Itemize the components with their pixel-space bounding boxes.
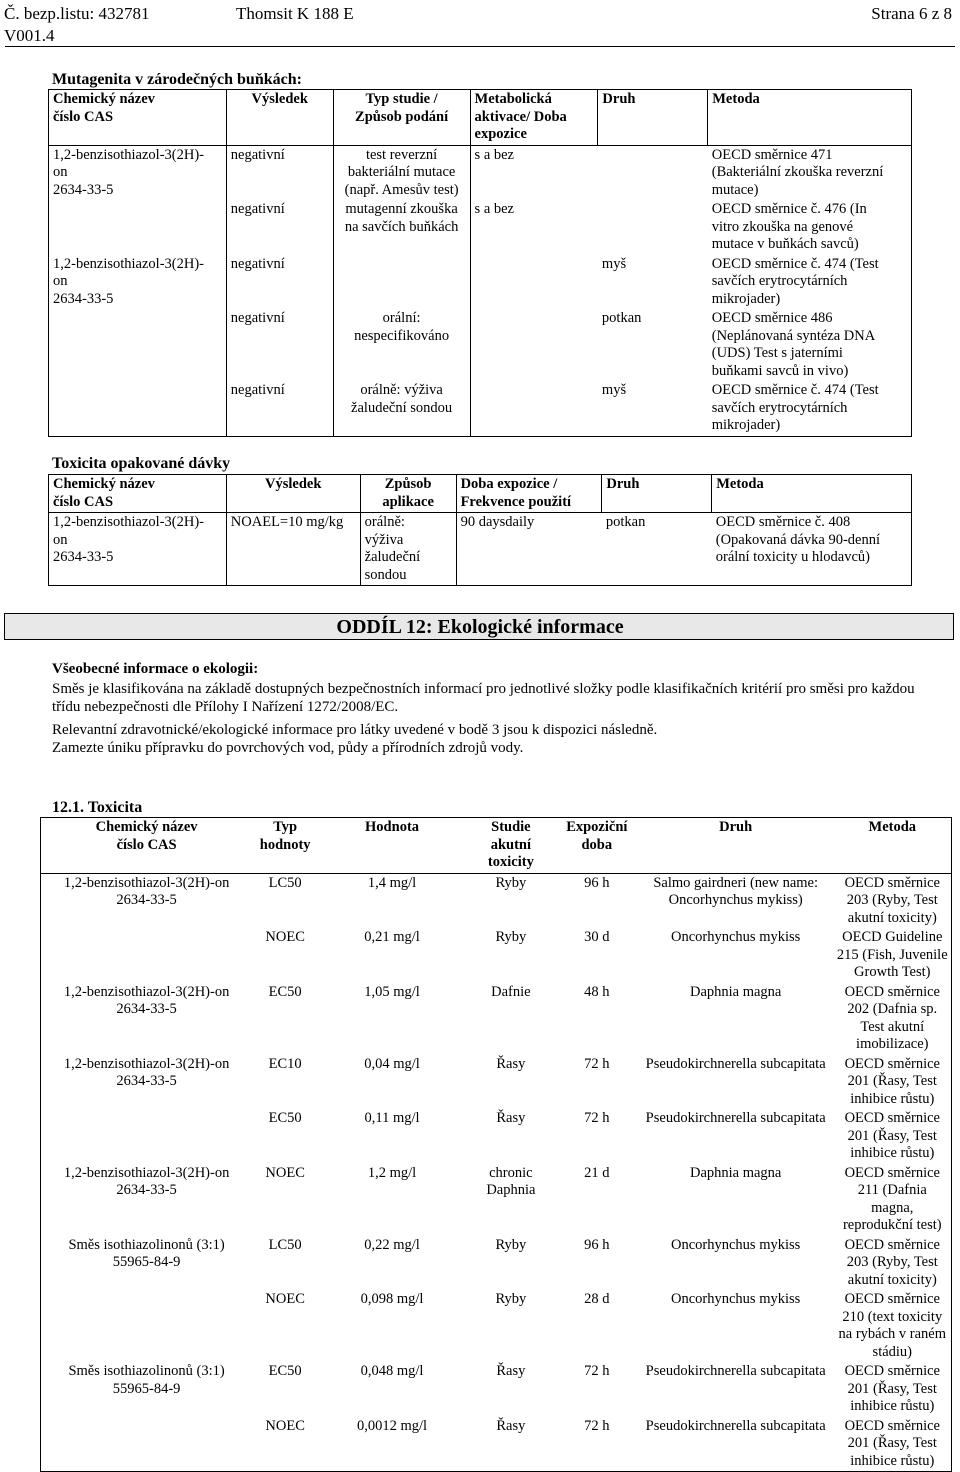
column-header: Metoda: [834, 818, 952, 874]
cell-study: chronic Daphnia: [486, 1164, 536, 1198]
column-header: Typ studie / Způsob podání: [333, 90, 470, 146]
cell-time: 72 h: [584, 1417, 610, 1434]
ecology-paragraph-3: Zamezte úniku přípravku do povrchových vod, půdy a přírodních zdrojů vody.: [52, 740, 524, 756]
cell-value: 0,22 mg/l: [364, 1236, 420, 1253]
table-header-row: [49, 475, 912, 513]
column-header: Druh: [602, 475, 712, 513]
cell-value: 0,04 mg/l: [364, 1055, 420, 1072]
table-row: [41, 1236, 952, 1291]
cell-method: OECD směrnice 202 (Dafnia sp. Test akutní imobilizace): [844, 983, 940, 1052]
cell-species: Daphnia magna: [689, 983, 782, 1000]
cell-value: 1,2 mg/l: [367, 1164, 417, 1181]
cell-type: mutagenní zkouška na savčích buňkách: [333, 200, 470, 255]
cell-type: NOEC: [265, 1164, 305, 1181]
cell-value: 0,048 mg/l: [360, 1363, 424, 1379]
column-header: Metoda: [712, 475, 912, 513]
column-header: Typ hodnoty: [252, 818, 318, 874]
table-header-row: [49, 90, 912, 146]
cell-type: LC50: [268, 874, 302, 891]
cell-study: Řasy: [496, 1110, 526, 1126]
cell-value: 0,0012 mg/l: [356, 1417, 428, 1434]
cell-time: 48 h: [584, 983, 610, 1000]
table-row: [49, 200, 912, 255]
sds-number: Č. bezp.listu: 432781: [4, 4, 150, 23]
product-name: Thomsit K 188 E: [236, 4, 354, 23]
cell-type: EC10: [268, 1055, 302, 1072]
cell-study: Řasy: [496, 1363, 526, 1379]
column-header: Chemický název číslo CAS: [49, 475, 227, 513]
cell-route: orálně: výživa žaludeční sondou: [360, 513, 456, 586]
column-header: Druh: [598, 90, 708, 146]
cell-result: negativní: [226, 381, 333, 436]
column-header: Hodnota: [318, 818, 466, 874]
cell-type: [333, 255, 470, 310]
ecology-paragraph-1: Směs je klasifikována na základě dostupných bezpečnostních informací pro jednotlivé složky podle klasifikačních kritérií pro směsi pro každou třídu nebezpečnosti dle Přílohy I Nařízení 1272/2008/EC.: [52, 681, 915, 715]
cell-type: orálně: výživa žaludeční sondou: [333, 381, 470, 436]
cell-species: myš: [601, 382, 627, 398]
cell-method: OECD směrnice č. 476 (In vitro zkouška na genové mutace v buňkách savců): [711, 201, 867, 252]
cell-name: 1,2-benzisothiazol-3(2H)- on 2634-33-5: [53, 255, 204, 307]
section-12-title: ODDÍL 12: Ekologické informace: [336, 616, 624, 638]
cell-species: Pseudokirchnerella subcapitata: [645, 1363, 826, 1379]
cell-method: OECD směrnice 203 (Ryby, Test akutní toxicity): [844, 874, 940, 926]
cell-value: 1,4 mg/l: [367, 874, 417, 891]
cell-method: OECD směrnice 201 (Řasy, Test inhibice růstu): [844, 1055, 940, 1107]
cell-time: 96 h: [584, 874, 610, 891]
cell-time: 30 d: [584, 929, 610, 945]
column-header: Doba expozice / Frekvence použití: [456, 475, 602, 513]
cell-type: orální: nespecifikováno: [333, 309, 470, 381]
cell-species: Pseudokirchnerella subcapitata: [645, 1055, 826, 1072]
cell-method: OECD Guideline 215 (Fish, Juvenile Growth Test): [836, 929, 948, 980]
cell-species: Pseudokirchnerella subcapitata: [645, 1417, 826, 1434]
table-row: [49, 309, 912, 381]
page-number: Strana 6 z 8: [871, 4, 952, 23]
version: V001.4: [4, 26, 55, 45]
table-row: [41, 1417, 952, 1472]
cell-name: [49, 309, 227, 381]
cell-method: OECD směrnice 201 (Řasy, Test inhibice růstu): [844, 1417, 940, 1469]
cell-type: NOEC: [265, 929, 305, 945]
cell-name: [41, 1109, 253, 1164]
cell-value: 0,11 mg/l: [364, 1110, 420, 1126]
toxicity-title: 12.1. Toxicita: [52, 799, 143, 816]
cell-time: 72 h: [584, 1055, 610, 1072]
table-row: [41, 873, 952, 928]
cell-type: NOEC: [265, 1417, 305, 1434]
cell-method: OECD směrnice č. 474 (Test savčích erytrocytárních mikrojader): [711, 382, 879, 433]
mutagenicity-table: [48, 89, 912, 437]
cell-study: Ryby: [495, 1236, 527, 1253]
table-row: [41, 1055, 952, 1110]
cell-species: Salmo gairdneri (new name: Oncorhynchus mykiss): [653, 874, 819, 908]
cell-time: 72 h: [584, 1110, 610, 1126]
cell-species: [598, 200, 708, 255]
mutagenicity-title: Mutagenita v zárodečných buňkách:: [52, 71, 302, 88]
table-row: [49, 145, 912, 200]
toxicity-table: [40, 817, 952, 1472]
cell-name: Směs isothiazolinonů (3:1) 55965-84-9: [68, 1236, 225, 1270]
cell-species: potkan: [601, 310, 642, 326]
cell-name: Směs isothiazolinonů (3:1) 55965-84-9: [68, 1363, 225, 1397]
cell-duration: 90 daysdaily: [456, 513, 602, 586]
table-header-row: [41, 818, 952, 874]
table-row: [41, 1164, 952, 1236]
cell-species: myš: [601, 255, 627, 272]
cell-result: negativní: [226, 200, 333, 255]
cell-species: potkan: [605, 514, 646, 530]
repeated-dose-title: Toxicita opakované dávky: [52, 455, 231, 472]
cell-time: 21 d: [584, 1164, 610, 1181]
table-row: [49, 255, 912, 310]
cell-study: Ryby: [495, 874, 527, 891]
cell-name: 1,2-benzisothiazol-3(2H)- on 2634-33-5: [53, 146, 204, 198]
cell-time: 96 h: [584, 1236, 610, 1253]
cell-species: [598, 145, 708, 200]
cell-method: OECD směrnice č. 408 (Opakovaná dávka 90-denní orální toxicity u hlodavců): [715, 514, 881, 565]
cell-name: 1,2-benzisothiazol-3(2H)- on 2634-33-5: [53, 514, 204, 565]
cell-time: 28 d: [584, 1291, 610, 1307]
cell-study: Ryby: [495, 1291, 527, 1307]
cell-activation: [470, 309, 598, 381]
cell-result: negativní: [226, 145, 333, 200]
cell-method: OECD směrnice č. 474 (Test savčích erytrocytárních mikrojader): [711, 255, 879, 307]
cell-study: Dafnie: [491, 983, 531, 1000]
cell-species: Pseudokirchnerella subcapitata: [645, 1110, 826, 1126]
column-header: Chemický název číslo CAS: [41, 818, 253, 874]
cell-method: OECD směrnice 201 (Řasy, Test inhibice růstu): [844, 1363, 940, 1414]
cell-activation: s a bez: [470, 145, 598, 200]
repeated-dose-table: [48, 474, 912, 586]
cell-species: Oncorhynchus mykiss: [671, 929, 801, 945]
cell-type: test reverzní bakteriální mutace (např. Amesův test): [333, 145, 470, 200]
cell-method: OECD směrnice 203 (Ryby, Test akutní toxicity): [844, 1236, 940, 1288]
column-header: Metabolická aktivace/ Doba expozice: [470, 90, 598, 146]
cell-method: OECD směrnice 471 (Bakteriální zkouška reverzní mutace): [711, 146, 884, 198]
cell-type: EC50: [268, 1110, 302, 1126]
cell-type: NOEC: [265, 1291, 305, 1307]
cell-name: 1,2-benzisothiazol-3(2H)-on 2634-33-5: [63, 983, 230, 1017]
table-row: [41, 1362, 952, 1417]
column-header: Studie akutní toxicity: [466, 818, 556, 874]
cell-value: 0,21 mg/l: [364, 929, 420, 945]
cell-study: Řasy: [496, 1055, 526, 1072]
cell-name: [49, 381, 227, 436]
table-row: [41, 928, 952, 983]
cell-name: [49, 200, 227, 255]
ecology-general-title: Všeobecné informace o ekologii:: [52, 661, 259, 677]
table-row: [49, 381, 912, 436]
cell-study: Ryby: [495, 929, 527, 945]
cell-species: Oncorhynchus mykiss: [671, 1291, 801, 1307]
cell-species: Oncorhynchus mykiss: [671, 1236, 801, 1253]
ecology-paragraph-2: Relevantní zdravotnické/ekologické informace pro látky uvedené v bodě 3 jsou k dispozici následně.: [52, 722, 658, 738]
cell-value: 1,05 mg/l: [364, 983, 420, 1000]
cell-result: negativní: [226, 309, 333, 381]
table-row: [41, 1290, 952, 1362]
column-header: Expoziční doba: [556, 818, 638, 874]
table-row: [49, 513, 912, 586]
column-header: Druh: [638, 818, 834, 874]
column-header: Metoda: [708, 90, 912, 146]
cell-activation: [470, 255, 598, 310]
column-header: Výsledek: [226, 90, 333, 146]
column-header: Způsob aplikace: [360, 475, 456, 513]
cell-study: Řasy: [496, 1417, 526, 1434]
cell-type: LC50: [268, 1236, 302, 1253]
column-header: Chemický název číslo CAS: [49, 90, 227, 146]
cell-name: 1,2-benzisothiazol-3(2H)-on 2634-33-5: [63, 874, 230, 908]
cell-method: OECD směrnice 210 (text toxicity na rybách v raném stádiu): [838, 1291, 947, 1360]
cell-type: EC50: [268, 1363, 302, 1379]
column-header: Výsledek: [226, 475, 360, 513]
cell-method: OECD směrnice 201 (Řasy, Test inhibice růstu): [844, 1110, 940, 1161]
cell-activation: [470, 381, 598, 436]
cell-name: 1,2-benzisothiazol-3(2H)-on 2634-33-5: [63, 1164, 230, 1198]
header-divider: [5, 46, 955, 47]
table-row: [41, 1109, 952, 1164]
cell-value: 0,098 mg/l: [360, 1291, 424, 1307]
cell-species: Daphnia magna: [689, 1164, 782, 1181]
cell-method: OECD směrnice 211 (Dafnia magna, reprodukční test): [842, 1164, 942, 1233]
cell-name: [41, 928, 253, 983]
cell-method: OECD směrnice 486 (Neplánovaná syntéza DNA (UDS) Test s jaterními buňkami savců in vivo): [711, 310, 876, 379]
cell-time: 72 h: [584, 1363, 610, 1379]
cell-type: EC50: [268, 983, 302, 1000]
cell-name: [41, 1417, 253, 1472]
cell-name: [41, 1290, 253, 1362]
cell-activation: s a bez: [470, 200, 598, 255]
cell-result: NOAEL=10 mg/kg: [226, 513, 360, 586]
table-row: [41, 983, 952, 1055]
cell-result: negativní: [226, 255, 333, 310]
cell-name: 1,2-benzisothiazol-3(2H)-on 2634-33-5: [63, 1055, 230, 1089]
